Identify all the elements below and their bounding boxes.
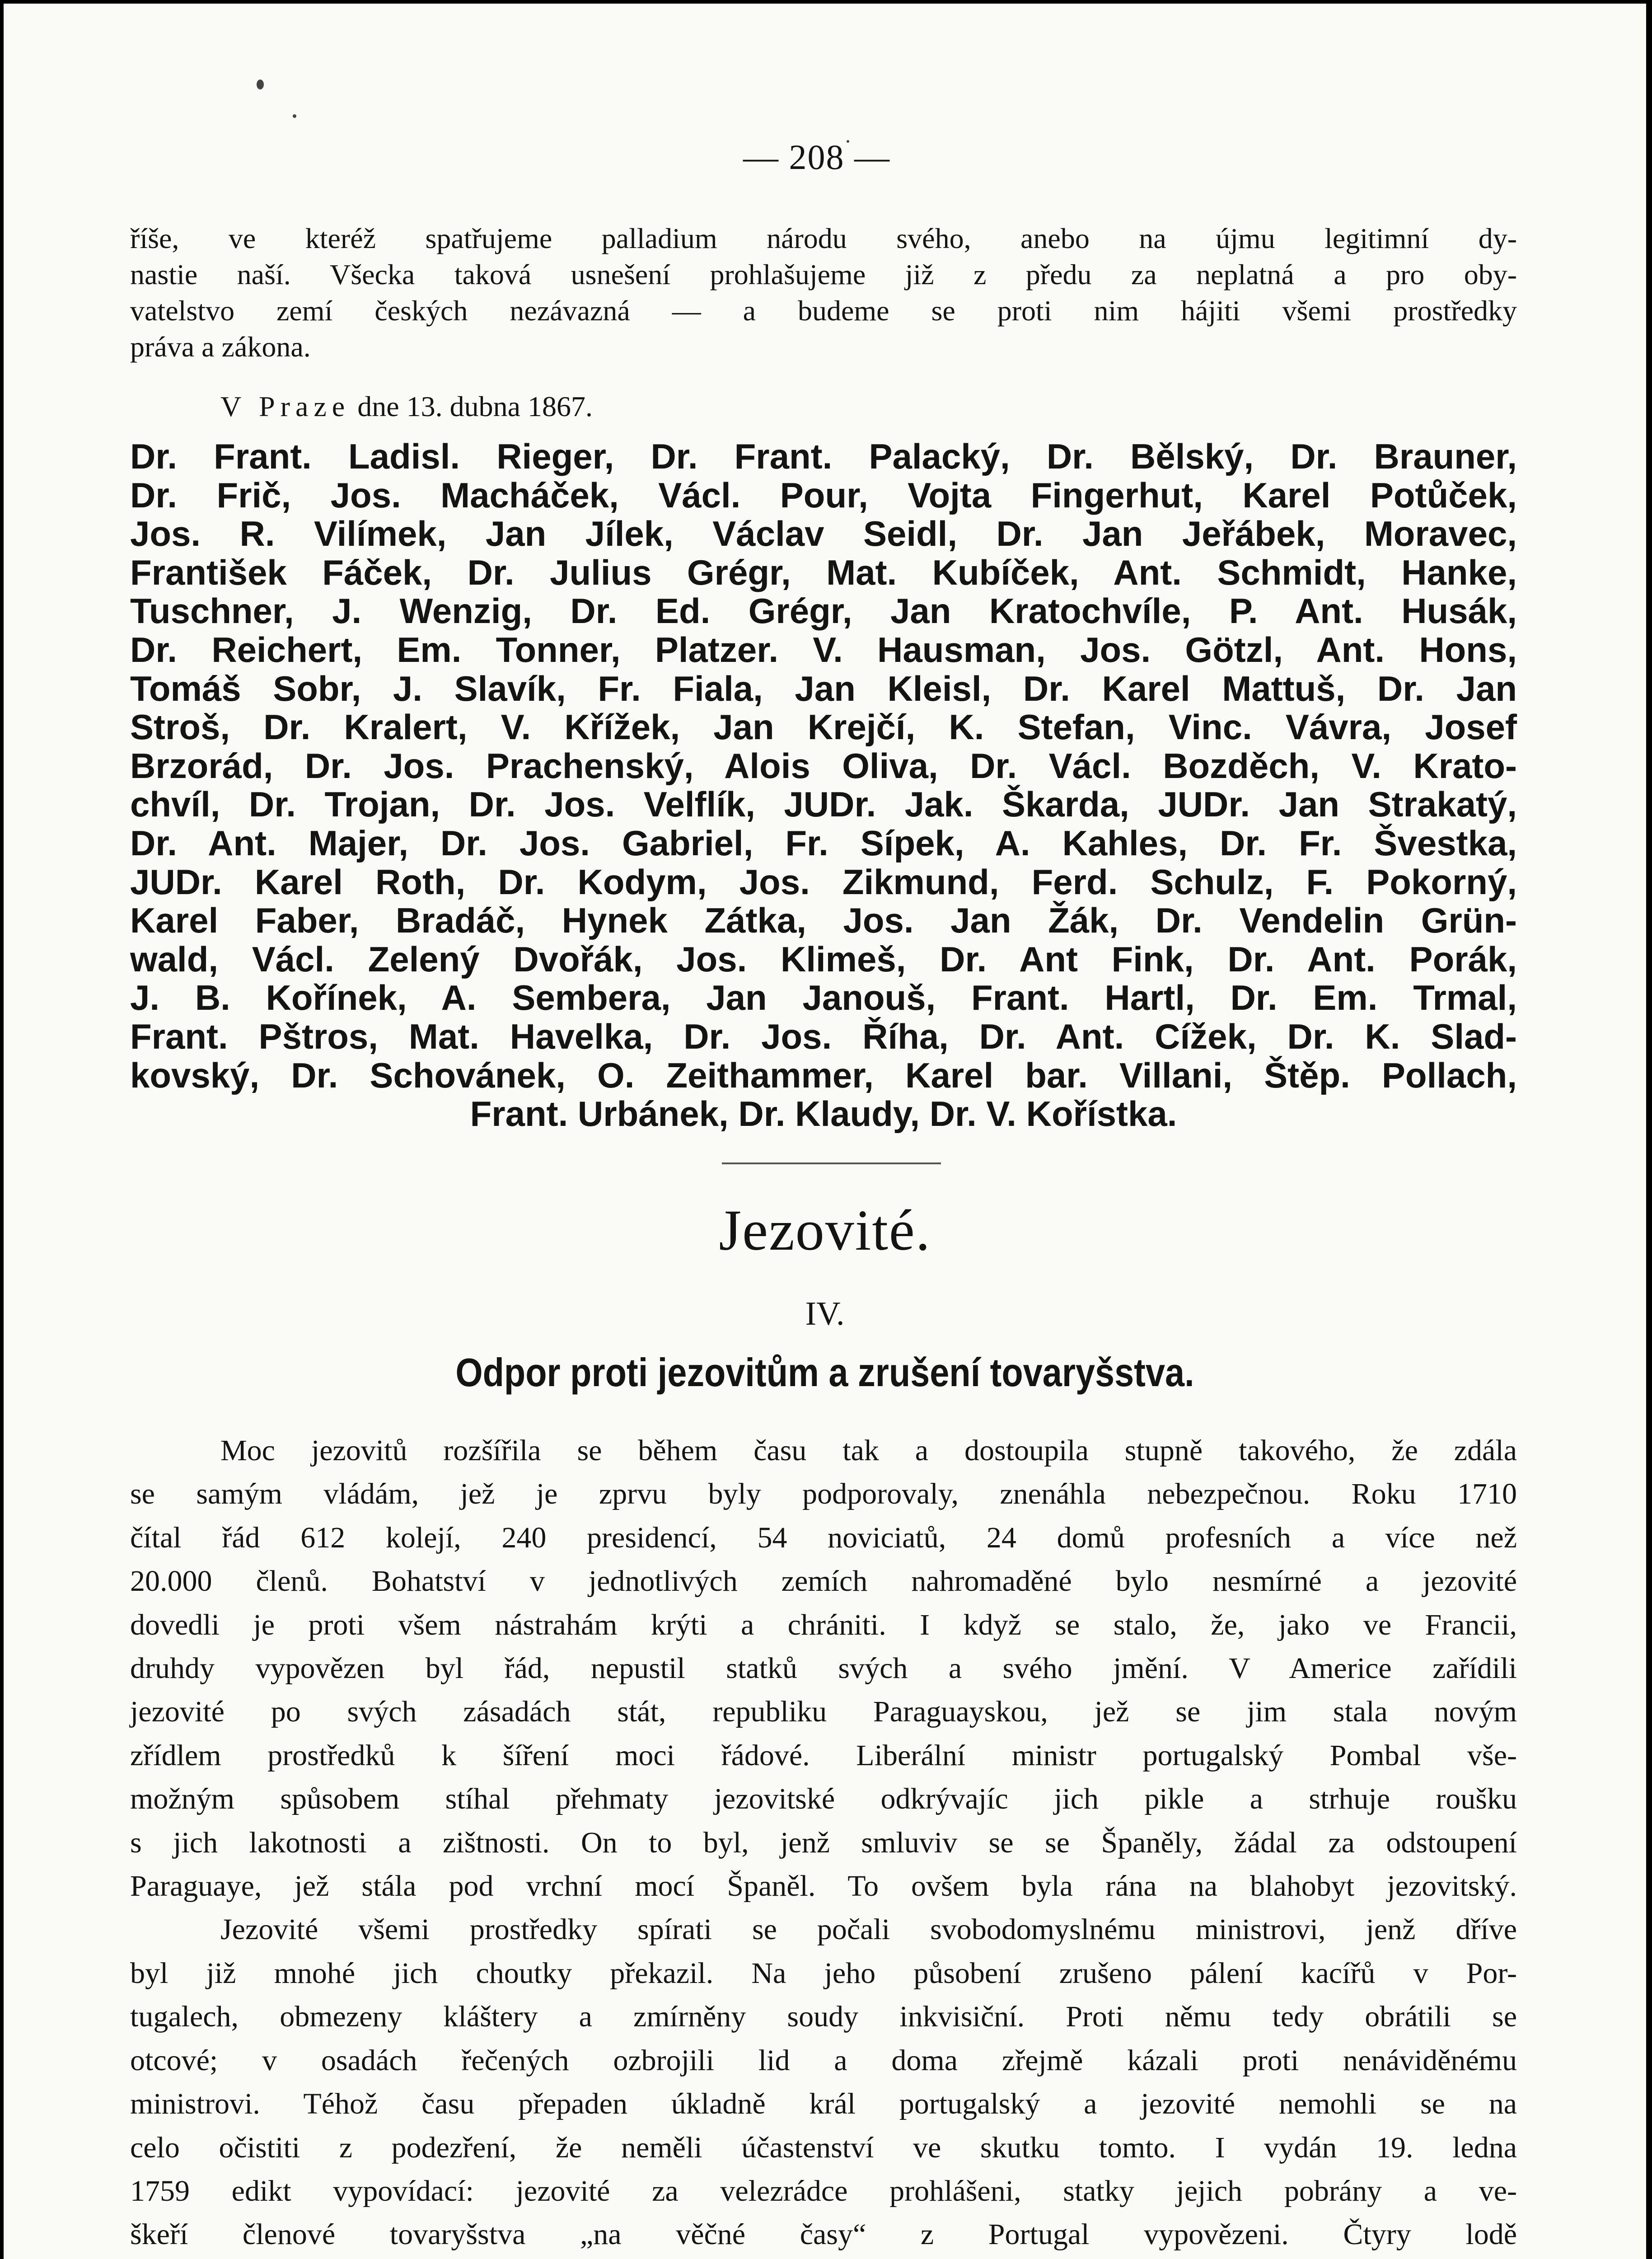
ink-speck	[257, 80, 264, 89]
signatory-line: kovský, Dr. Schovánek, O. Zeithammer, Karel bar. Villani, Štěp. Pollach,	[130, 1055, 1517, 1095]
text-line: jezovité po svých zásadách stát, republiku Paraguayskou, jež se jim stala novým	[130, 1695, 1517, 1729]
text-line	[130, 2257, 1517, 2259]
text-line: zřídlem prostředků k šíření moci řádové. Liberální ministr portugalský Pombal vše-	[130, 1739, 1517, 1772]
signatories-list	[130, 437, 1517, 1134]
signatory-line: JUDr. Karel Roth, Dr. Kodym, Jos. Zikmund, Ferd. Schulz, F. Pokorný,	[130, 862, 1517, 902]
text-line: Jezovité všemi prostředky spírati se počali svobodomyslnému ministrovi, jenž dříve	[220, 1913, 1517, 1946]
body-text	[130, 1429, 1517, 2259]
signatory-line: wald, Václ. Zelený Dvořák, Jos. Klimeš, Dr. Ant Fink, Dr. Ant. Porák,	[130, 939, 1517, 979]
text-line: s jich lakotnosti a zištnosti. On to byl, jenž smluviv se se Španěly, žádal za odstoupení	[130, 1826, 1517, 1859]
text-line: dovedli je proti všem nástrahám krýti a chrániti. I když se stalo, že, jako ve Francii,	[130, 1608, 1517, 1641]
text-line: říše, ve kteréž spatřujeme palladium národu svého, anebo na újmu legitimní dy-	[130, 222, 1517, 254]
chapter-number: IV.	[805, 1295, 845, 1332]
signatory-line: František Fáček, Dr. Julius Grégr, Mat. Kubíček, Ant. Schmidt, Hanke,	[130, 552, 1517, 592]
declaration-text	[130, 220, 1517, 365]
signatory-line: Dr. Frant. Ladisl. Rieger, Dr. Frant. Palacký, Dr. Bělský, Dr. Brauner,	[130, 436, 1517, 476]
text-line: tugalech, obmezeny kláštery a zmírněny soudy inkvisiční. Proti němu tedy obrátili se	[130, 2000, 1517, 2034]
declaration-date	[220, 389, 593, 425]
signatory-line: chvíl, Dr. Trojan, Dr. Jos. Velflík, JUDr. Jak. Škarda, JUDr. Jan Strakatý,	[130, 784, 1517, 825]
signatory-line: Jos. R. Vilímek, Jan Jílek, Václav Seidl, Dr. Jan Jeřábek, Moravec,	[130, 514, 1517, 554]
text-line: 1759 edikt vypovídací: jezovité za velezrádce prohlášeni, statky jejich pobrány a ve-	[130, 2174, 1517, 2207]
text-line: ministrovi. Téhož času přepaden úkladně král portugalský a jezovité nemohli se na	[130, 2087, 1517, 2121]
signatory-line: Dr. Reichert, Em. Tonner, Platzer. V. Hausman, Jos. Götzl, Ant. Hons,	[130, 629, 1517, 670]
text-line: vatelstvo zemí českých nezávazná — a budeme se proti nim hájiti všemi prostředky	[130, 295, 1517, 327]
page-number: — 208 —	[743, 137, 890, 177]
section-title: Jezovité.	[719, 1198, 931, 1262]
scanned-page	[4, 4, 1646, 2259]
text-line: se samým vládám, jež je zprvu byly podporovaly, znenáhla nebezpečnou. Roku 1710	[130, 1477, 1517, 1511]
text-line: celo očistiti z podezření, že neměli účastenství ve skutku tomto. I vydán 19. ledna	[130, 2131, 1517, 2164]
text-line: čítal řád 612 kolejí, 240 presidencí, 54 noviciatů, 24 domů profesních a více než	[130, 1521, 1517, 1554]
text-line: možným spůsobem stíhal přehmaty jezovitské odkrývajíc jich pikle a strhuje roušku	[130, 1782, 1517, 1816]
signatory-line: Frant. Pštros, Mat. Havelka, Dr. Jos. Říha, Dr. Ant. Cížek, Dr. K. Slad-	[130, 1016, 1517, 1056]
text-line: 20.000 členů. Bohatství v jednotlivých zemích nahromaděné bylo nesmírné a jezovité	[130, 1565, 1517, 1598]
text-line: Paraguaye, jež stála pod vrchní mocí Španěl. To ovšem byla rána na blahobyt jezovitský.	[130, 1870, 1517, 1903]
text-line: práva a zákona.	[130, 331, 311, 363]
text-line: škeří členové tovaryšstva „na věčné časy“ z Portugal vypovězeni. Čtyry lodě	[130, 2218, 1517, 2251]
signatory-line: Tuschner, J. Wenzig, Dr. Ed. Grégr, Jan Kratochvíle, P. Ant. Husák,	[130, 591, 1517, 631]
date-city: V Praze	[220, 390, 351, 422]
text-line: nastie naší. Všecka taková usnešení prohlašujeme již z předu za neplatná a pro oby-	[130, 258, 1517, 291]
text-line: Moc jezovitů rozšířila se během času tak a dostoupila stupně takového, že zdála	[220, 1434, 1517, 1467]
text-line: otcové; v osadách řečených ozbrojili lid a doma zřejmě kázali proti nenáviděnému	[130, 2043, 1517, 2077]
text-line: byl již mnohé jich choutky překazil. Na jeho působení zrušeno pálení kacířů v Por-	[130, 1956, 1517, 1990]
signatory-line: Karel Faber, Bradáč, Hynek Zátka, Jos. Jan Žák, Dr. Vendelin Grün-	[130, 900, 1517, 941]
chapter-title: Odpor proti jezovitům a zrušení tovaryšstva.	[455, 1350, 1194, 1395]
signatory-line: Dr. Ant. Majer, Dr. Jos. Gabriel, Fr. Sípek, A. Kahles, Dr. Fr. Švestka,	[130, 823, 1517, 863]
signatory-line: Dr. Frič, Jos. Macháček, Václ. Pour, Vojta Fingerhut, Karel Potůček,	[130, 475, 1517, 515]
signatory-line: J. B. Kořínek, A. Sembera, Jan Janouš, Frant. Hartl, Dr. Em. Trmal,	[130, 978, 1517, 1018]
signatory-line: Tomáš Sobr, J. Slavík, Fr. Fiala, Jan Kleisl, Dr. Karel Mattuš, Dr. Jan	[130, 668, 1517, 708]
signatory-line: Brzorád, Dr. Jos. Prachenský, Alois Oliva, Dr. Václ. Bozděch, V. Krato-	[130, 745, 1517, 786]
section-divider	[722, 1162, 941, 1164]
text-line: druhdy vypovězen byl řád, nepustil statků svých a svého jmění. V Americe zařídili	[130, 1652, 1517, 1685]
signatory-last-line: Frant. Urbánek, Dr. Klaudy, Dr. V. Kořístka.	[470, 1094, 1177, 1134]
ink-speck	[293, 114, 296, 118]
date-rest: dne 13. dubna 1867.	[357, 390, 593, 422]
signatory-line: Stroš, Dr. Kralert, V. Křížek, Jan Krejčí, K. Stefan, Vinc. Vávra, Josef	[130, 707, 1517, 747]
